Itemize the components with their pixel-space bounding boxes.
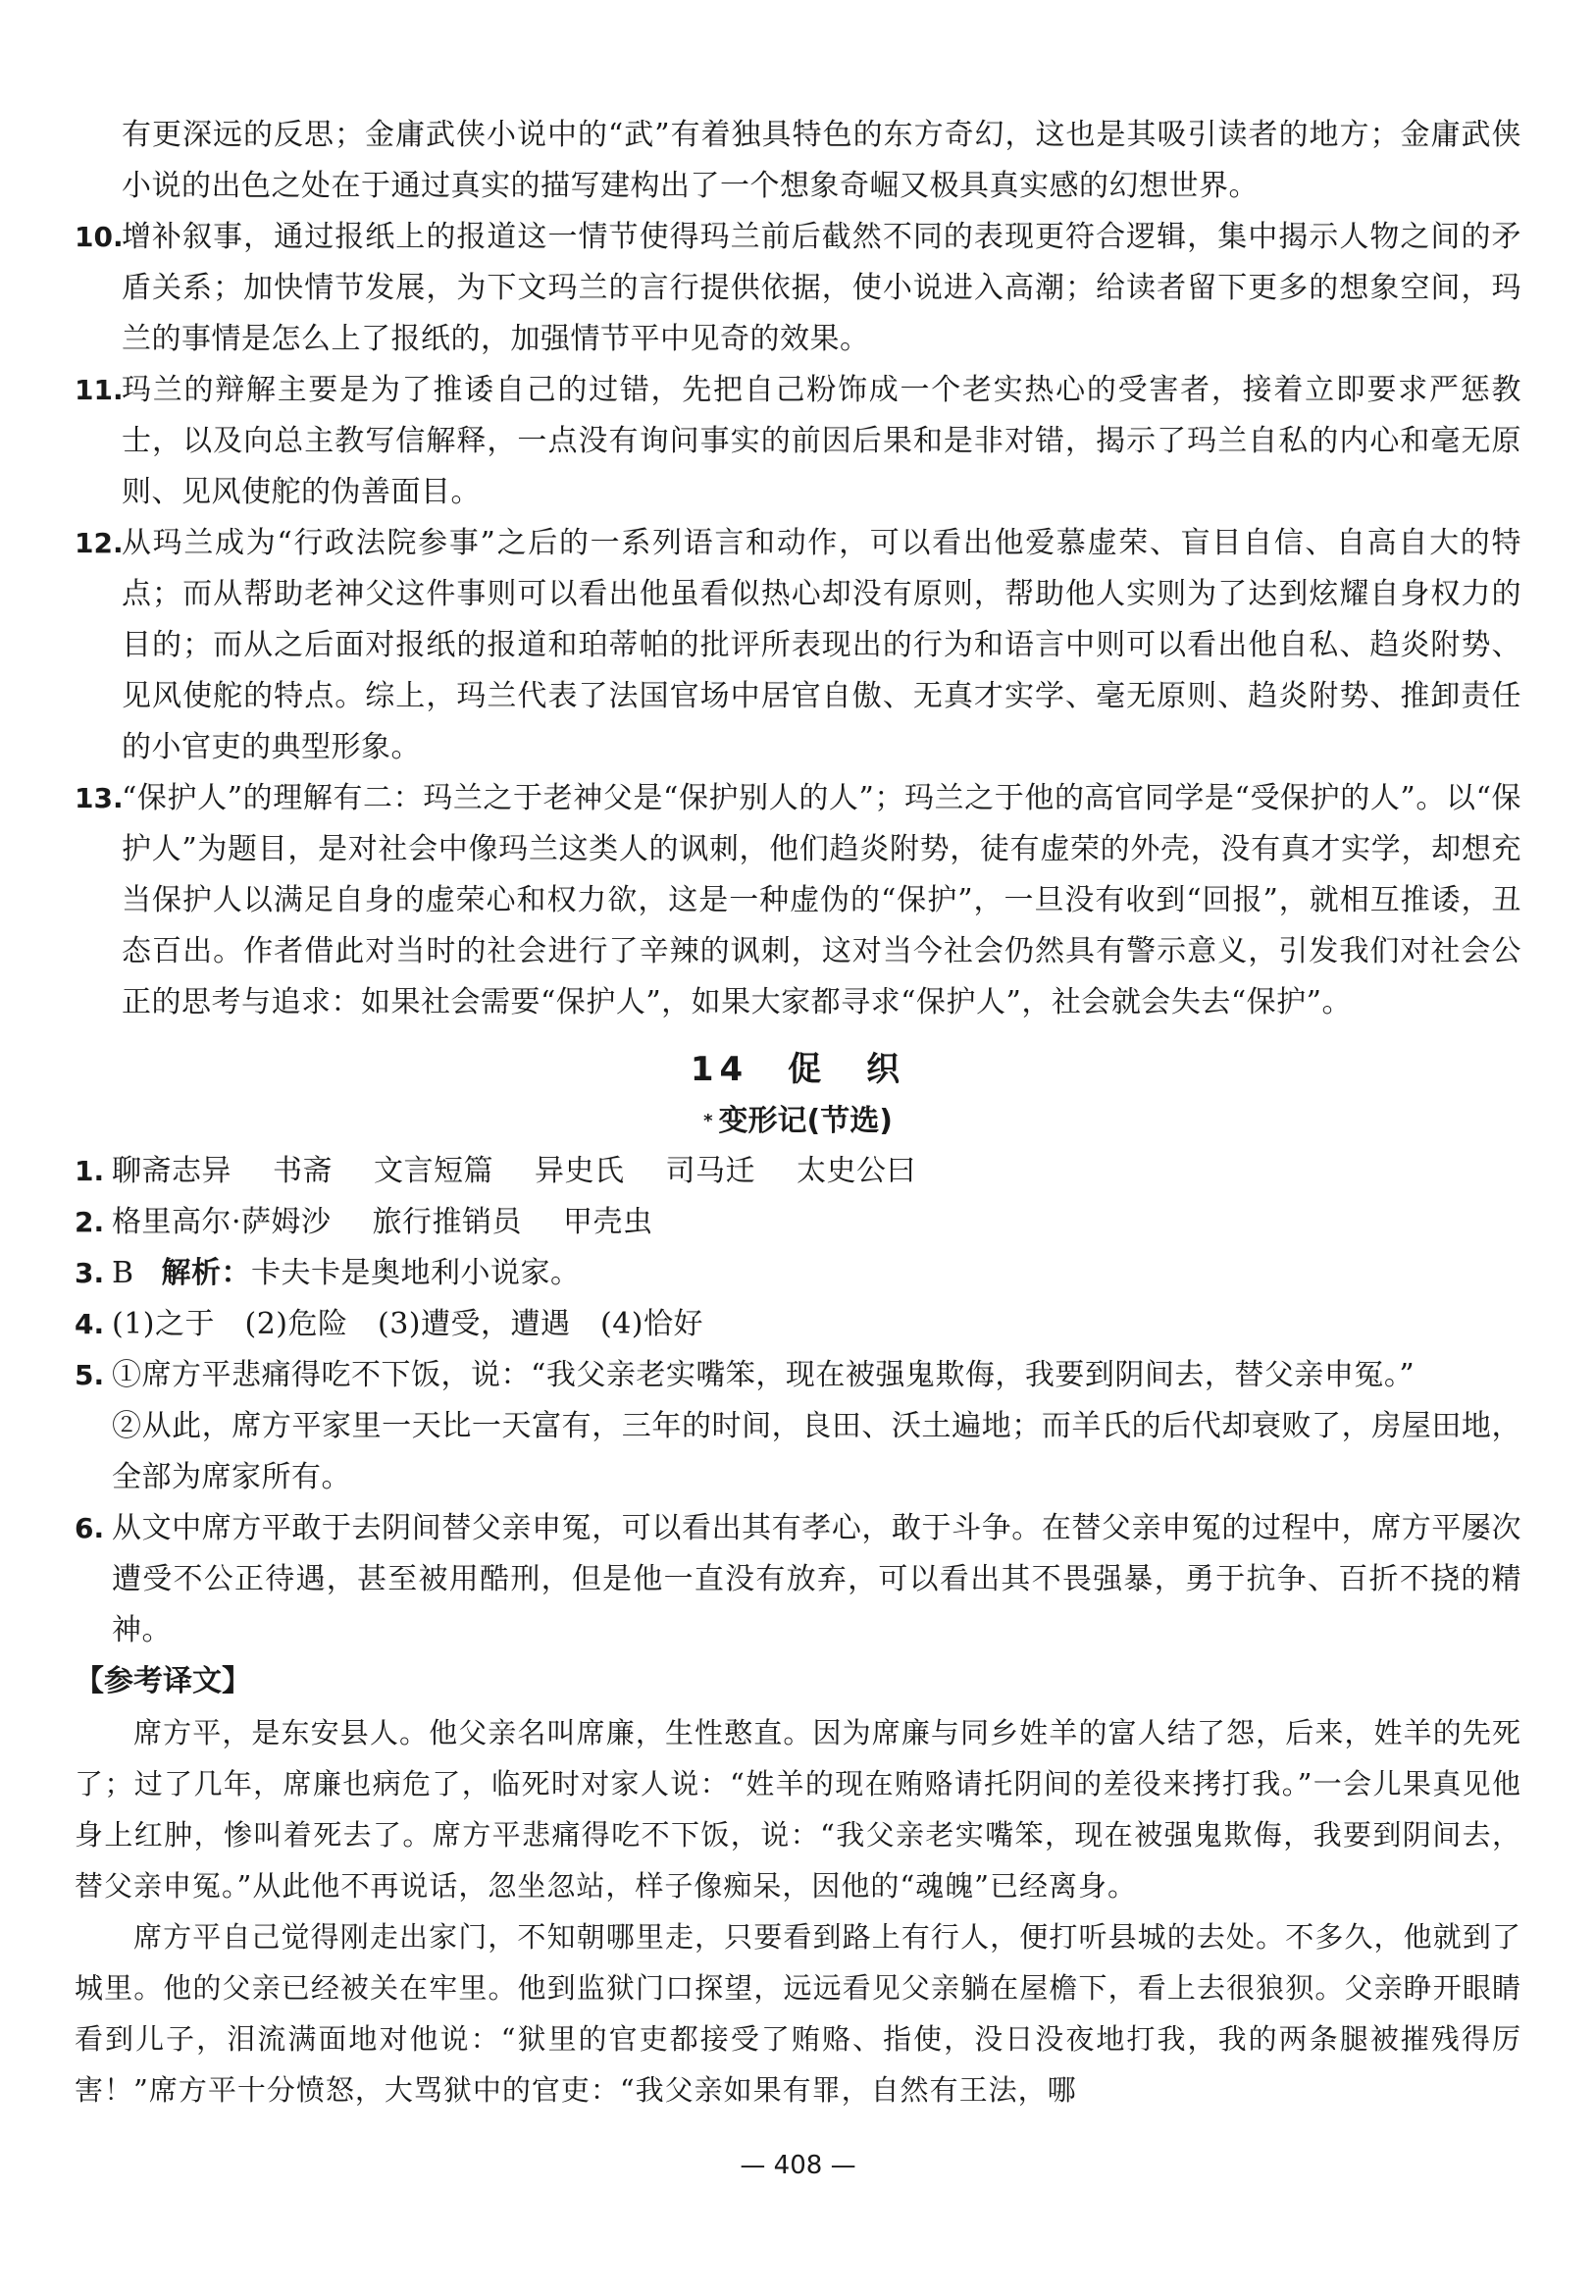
item-number: 5. (75, 1359, 105, 1391)
answer-item-1 (75, 1146, 1521, 1197)
page-body (75, 110, 1521, 2115)
analysis-text: 卡夫卡是奥地利小说家。 (251, 1256, 581, 1290)
translation-heading: 【参考译文】 (75, 1664, 251, 1698)
answer-item-10 (75, 212, 1521, 365)
answer: 旅行推销员 (372, 1205, 523, 1239)
subtitle-text: 变形记(节选) (718, 1104, 893, 1138)
answer: 书斋 (273, 1154, 333, 1188)
item-number: 1. (75, 1155, 105, 1187)
answer-item-6 (75, 1503, 1521, 1656)
item-number: 3. (75, 1257, 105, 1289)
item-number: 13. (75, 782, 124, 814)
choice-answer: B (112, 1256, 134, 1290)
answer-item-13 (75, 773, 1521, 1028)
item-text: (1)之于 (2)危险 (3)遭受，遭遇 (4)恰好 (112, 1307, 703, 1341)
item-line-1: ①席方平悲痛得吃不下饭，说：“我父亲老实嘴笨，现在被强鬼欺侮，我要到阴间去，替父亲申冤。” (112, 1358, 1416, 1392)
answer: 聊斋志异 (112, 1154, 232, 1188)
answer-item-12 (75, 518, 1521, 773)
section-subtitle (75, 1097, 1521, 1146)
optional-mark: * (703, 1111, 713, 1131)
answer-item-5 (75, 1350, 1521, 1503)
answer-item-2 (75, 1197, 1521, 1248)
item-text: 从玛兰成为“行政法院参事”之后的一系列语言和动作，可以看出他爱慕虚荣、盲目自信、自高自大的特点；而从帮助老神父这件事则可以看出他虽看似热心却没有原则，帮助他人实则为了达到炫耀自身权力的目的；而从之后面对报纸的报道和珀蒂帕的批评所表现出的行为和语言中则可以看出他自私、趋炎附势、见风使舵的特点。综上，玛兰代表了法国官场中居官自傲、无真才实学、毫无原则、趋炎附势、推卸责任的小官吏的典型形象。 (122, 526, 1521, 764)
answer: 格里高尔·萨姆沙 (112, 1205, 332, 1239)
item-number: 11. (75, 374, 124, 406)
item-text: 增补叙事，通过报纸上的报道这一情节使得玛兰前后截然不同的表现更符合逻辑，集中揭示人物之间的矛盾关系；加快情节发展，为下文玛兰的言行提供依据，使小说进入高潮；给读者留下更多的想象空间，玛兰的事情是怎么上了报纸的，加强情节平中见奇的效果。 (122, 220, 1521, 356)
answer-item-4 (75, 1299, 1521, 1350)
item-text: 玛兰的辩解主要是为了推诿自己的过错，先把自己粉饰成一个老实热心的受害者，接着立即要求严惩教士，以及向总主教写信解释，一点没有询问事实的前因后果和是非对错，揭示了玛兰自私的内心和毫无原则、见风使舵的伪善面目。 (122, 373, 1521, 509)
item-number: 6. (75, 1512, 105, 1544)
answer: 异史氏 (535, 1154, 625, 1188)
section-title: 14 促 织 (690, 1050, 906, 1089)
item-number: 4. (75, 1308, 105, 1340)
item-text (112, 1248, 1521, 1299)
page-number: — 408 — (740, 2151, 856, 2180)
item-answers (112, 1197, 1521, 1248)
item-text: “保护人”的理解有二：玛兰之于老神父是“保护别人的人”；玛兰之于他的高官同学是“受保护的人”。以“保护人”为题目，是对社会中像玛兰这类人的讽刺，他们趋炎附势，徒有虚荣的外壳，没有真才实学，却想充当保护人以满足自身的虚荣心和权力欲，这是一种虚伪的“保护”，一旦没有收到“回报”，就相互推诿，丑态百出。作者借此对当时的社会进行了辛辣的讽刺，这对当今社会仍然具有警示意义，引发我们对社会公正的思考与追求：如果社会需要“保护人”，如果大家都寻求“保护人”，社会就会失去“保护”。 (122, 781, 1521, 1019)
translation-paragraph: 席方平自己觉得刚走出家门，不知朝哪里走，只要看到路上有行人，便打听县城的去处。不多久，他就到了城里。他的父亲已经被关在牢里。他到监狱门口探望，远远看见父亲躺在屋檐下，看上去很狼狈。父亲睁开眼睛看到儿子，泪流满面地对他说：“狱里的官吏都接受了贿赂、指使，没日没夜地打我，我的两条腿被摧残得厉害！”席方平十分愤怒，大骂狱中的官吏：“我父亲如果有罪，自然有王法，哪 (75, 1920, 1521, 2107)
analysis-label: 解析： (161, 1256, 252, 1290)
translation-paragraph: 席方平，是东安县人。他父亲名叫席廉，生性憨直。因为席廉与同乡姓羊的富人结了怨，后来，姓羊的先死了；过了几年，席廉也病危了，临死时对家人说：“姓羊的现在贿赂请托阴间的差役来拷打我。”一会儿果真见他身上红肿，惨叫着死去了。席方平悲痛得吃不下饭，说：“我父亲老实嘴笨，现在被强鬼欺侮，我要到阴间去，替父亲申冤。”从此他不再说话，忽坐忽站，样子像痴呆，因他的“魂魄”已经离身。 (75, 1716, 1521, 1903)
continuation-paragraph: 有更深远的反思；金庸武侠小说中的“武”有着独具特色的东方奇幻，这也是其吸引读者的地方；金庸武侠小说的出色之处在于通过真实的描写建构出了一个想象奇崛又极具真实感的幻想世界。 (122, 118, 1521, 203)
item-text: 从文中席方平敢于去阴间替父亲申冤，可以看出其有孝心，敢于斗争。在替父亲申冤的过程中，席方平屡次遭受不公正待遇，甚至被用酷刑，但是他一直没有放弃，可以看出其不畏强暴，勇于抗争、百折不挠的精神。 (112, 1511, 1521, 1647)
item-number: 10. (75, 221, 124, 253)
answer: 太史公曰 (797, 1154, 916, 1188)
answer: 司马迁 (665, 1154, 755, 1188)
item-number: 12. (75, 527, 124, 559)
answer: 甲壳虫 (563, 1205, 653, 1239)
answer: 文言短篇 (374, 1154, 493, 1188)
item-number: 2. (75, 1206, 105, 1238)
answer-item-11 (75, 365, 1521, 518)
item-line-2: ②从此，席方平家里一天比一天富有，三年的时间，良田、沃土遍地；而羊氏的后代却衰败了，房屋田地，全部为席家所有。 (112, 1409, 1521, 1494)
item-answers (112, 1146, 1521, 1197)
answer-item-3 (75, 1248, 1521, 1299)
